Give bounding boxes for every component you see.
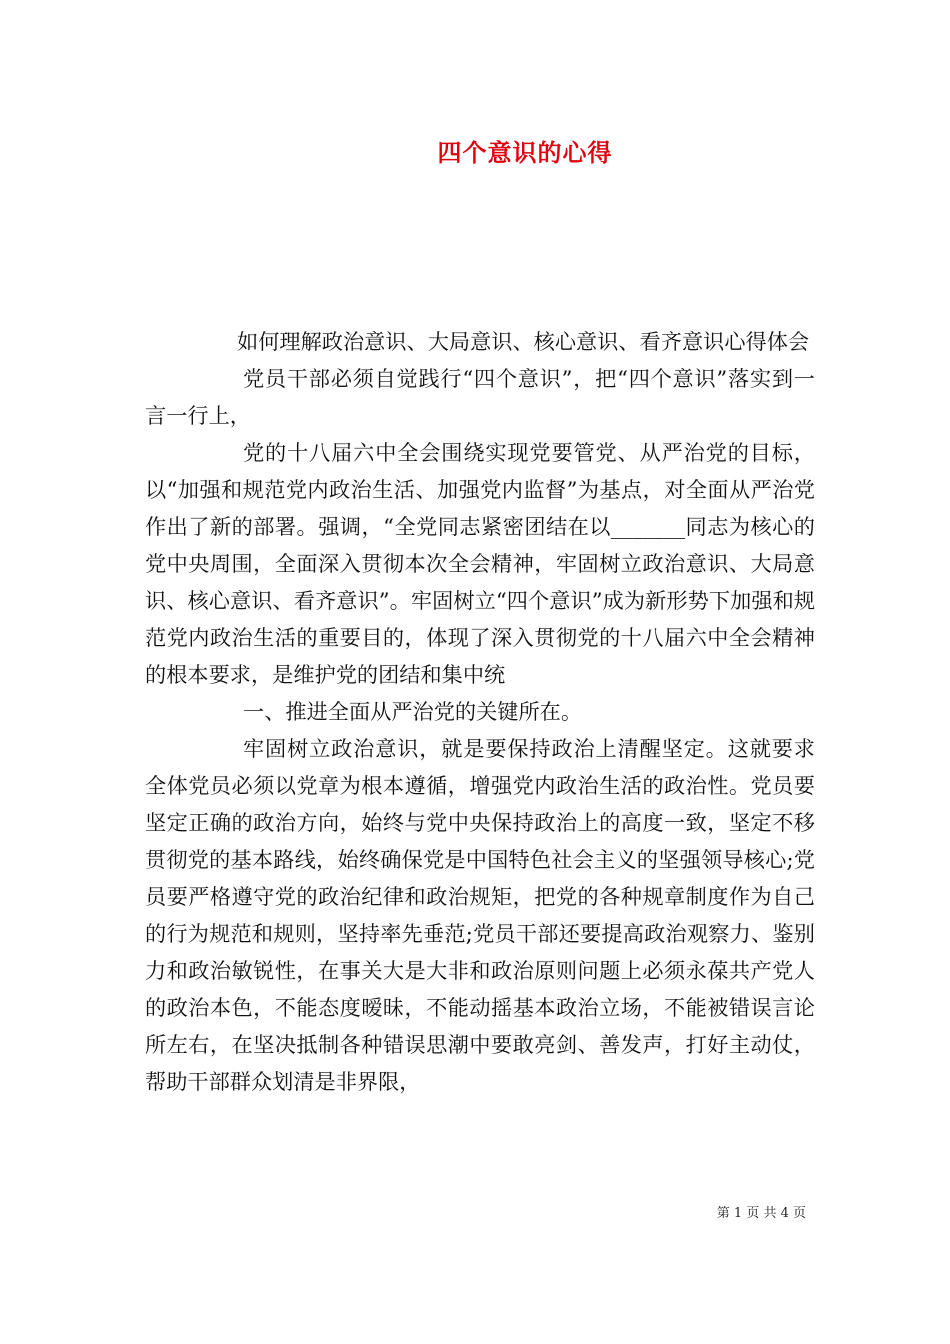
document-title: 四个意识的心得 (437, 138, 613, 167)
page-number: 第 1 页 共 4 页 (716, 1206, 806, 1221)
section-heading-one: 一、推进全面从严治党的关键所在。 (243, 699, 583, 724)
paragraph-practice: 党员干部必须自觉践行“四个意识”，把“四个意识”落实到一言一行上， (145, 366, 815, 428)
paragraph-intro: 如何理解政治意识、大局意识、核心意识、看齐意识心得体会 (237, 329, 810, 354)
paragraph-plenum: 党的十八届六中全会围绕实现党要管党、从严治党的目标，以“加强和规范党内政治生活、加强党内监督”为基点，对全面从严治党作出了新的部署。强调，“全党同志紧密团结在以_______同志为核心的党中央周围，全面深入贯彻本次全会精神，牢固树立政治意识、大局意识、核心意识、看齐意识”。牢固树立“四个意识”成为新形势下加强和规范党内政治生活的重要目的，体现了深入贯彻党的十八届六中全会精神的根本要求，是维护党的团结和集中统 (145, 440, 815, 687)
document-body (145, 323, 815, 1100)
paragraph-political-awareness: 牢固树立政治意识，就是要保持政治上清醒坚定。这就要求全体党员必须以党章为根本遵循，增强党内政治生活的政治性。党员要坚定正确的政治方向，始终与党中央保持政治上的高度一致，坚定不移贯彻党的基本路线，始终确保党是中国特色社会主义的坚强领导核心;党员要严格遵守党的政治纪律和政治规矩，把党的各种规章制度作为自己的行为规范和规则，坚持率先垂范;党员干部还要提高政治观察力、鉴别力和政治敏锐性，在事关大是大非和政治原则问题上必须永葆共产党人的政治本色，不能态度暧昧，不能动摇基本政治立场，不能被错误言论所左右，在坚决抵制各种错误思潮中要敢亮剑、善发声，打好主动仗，帮助干部群众划清是非界限， (145, 736, 815, 1094)
